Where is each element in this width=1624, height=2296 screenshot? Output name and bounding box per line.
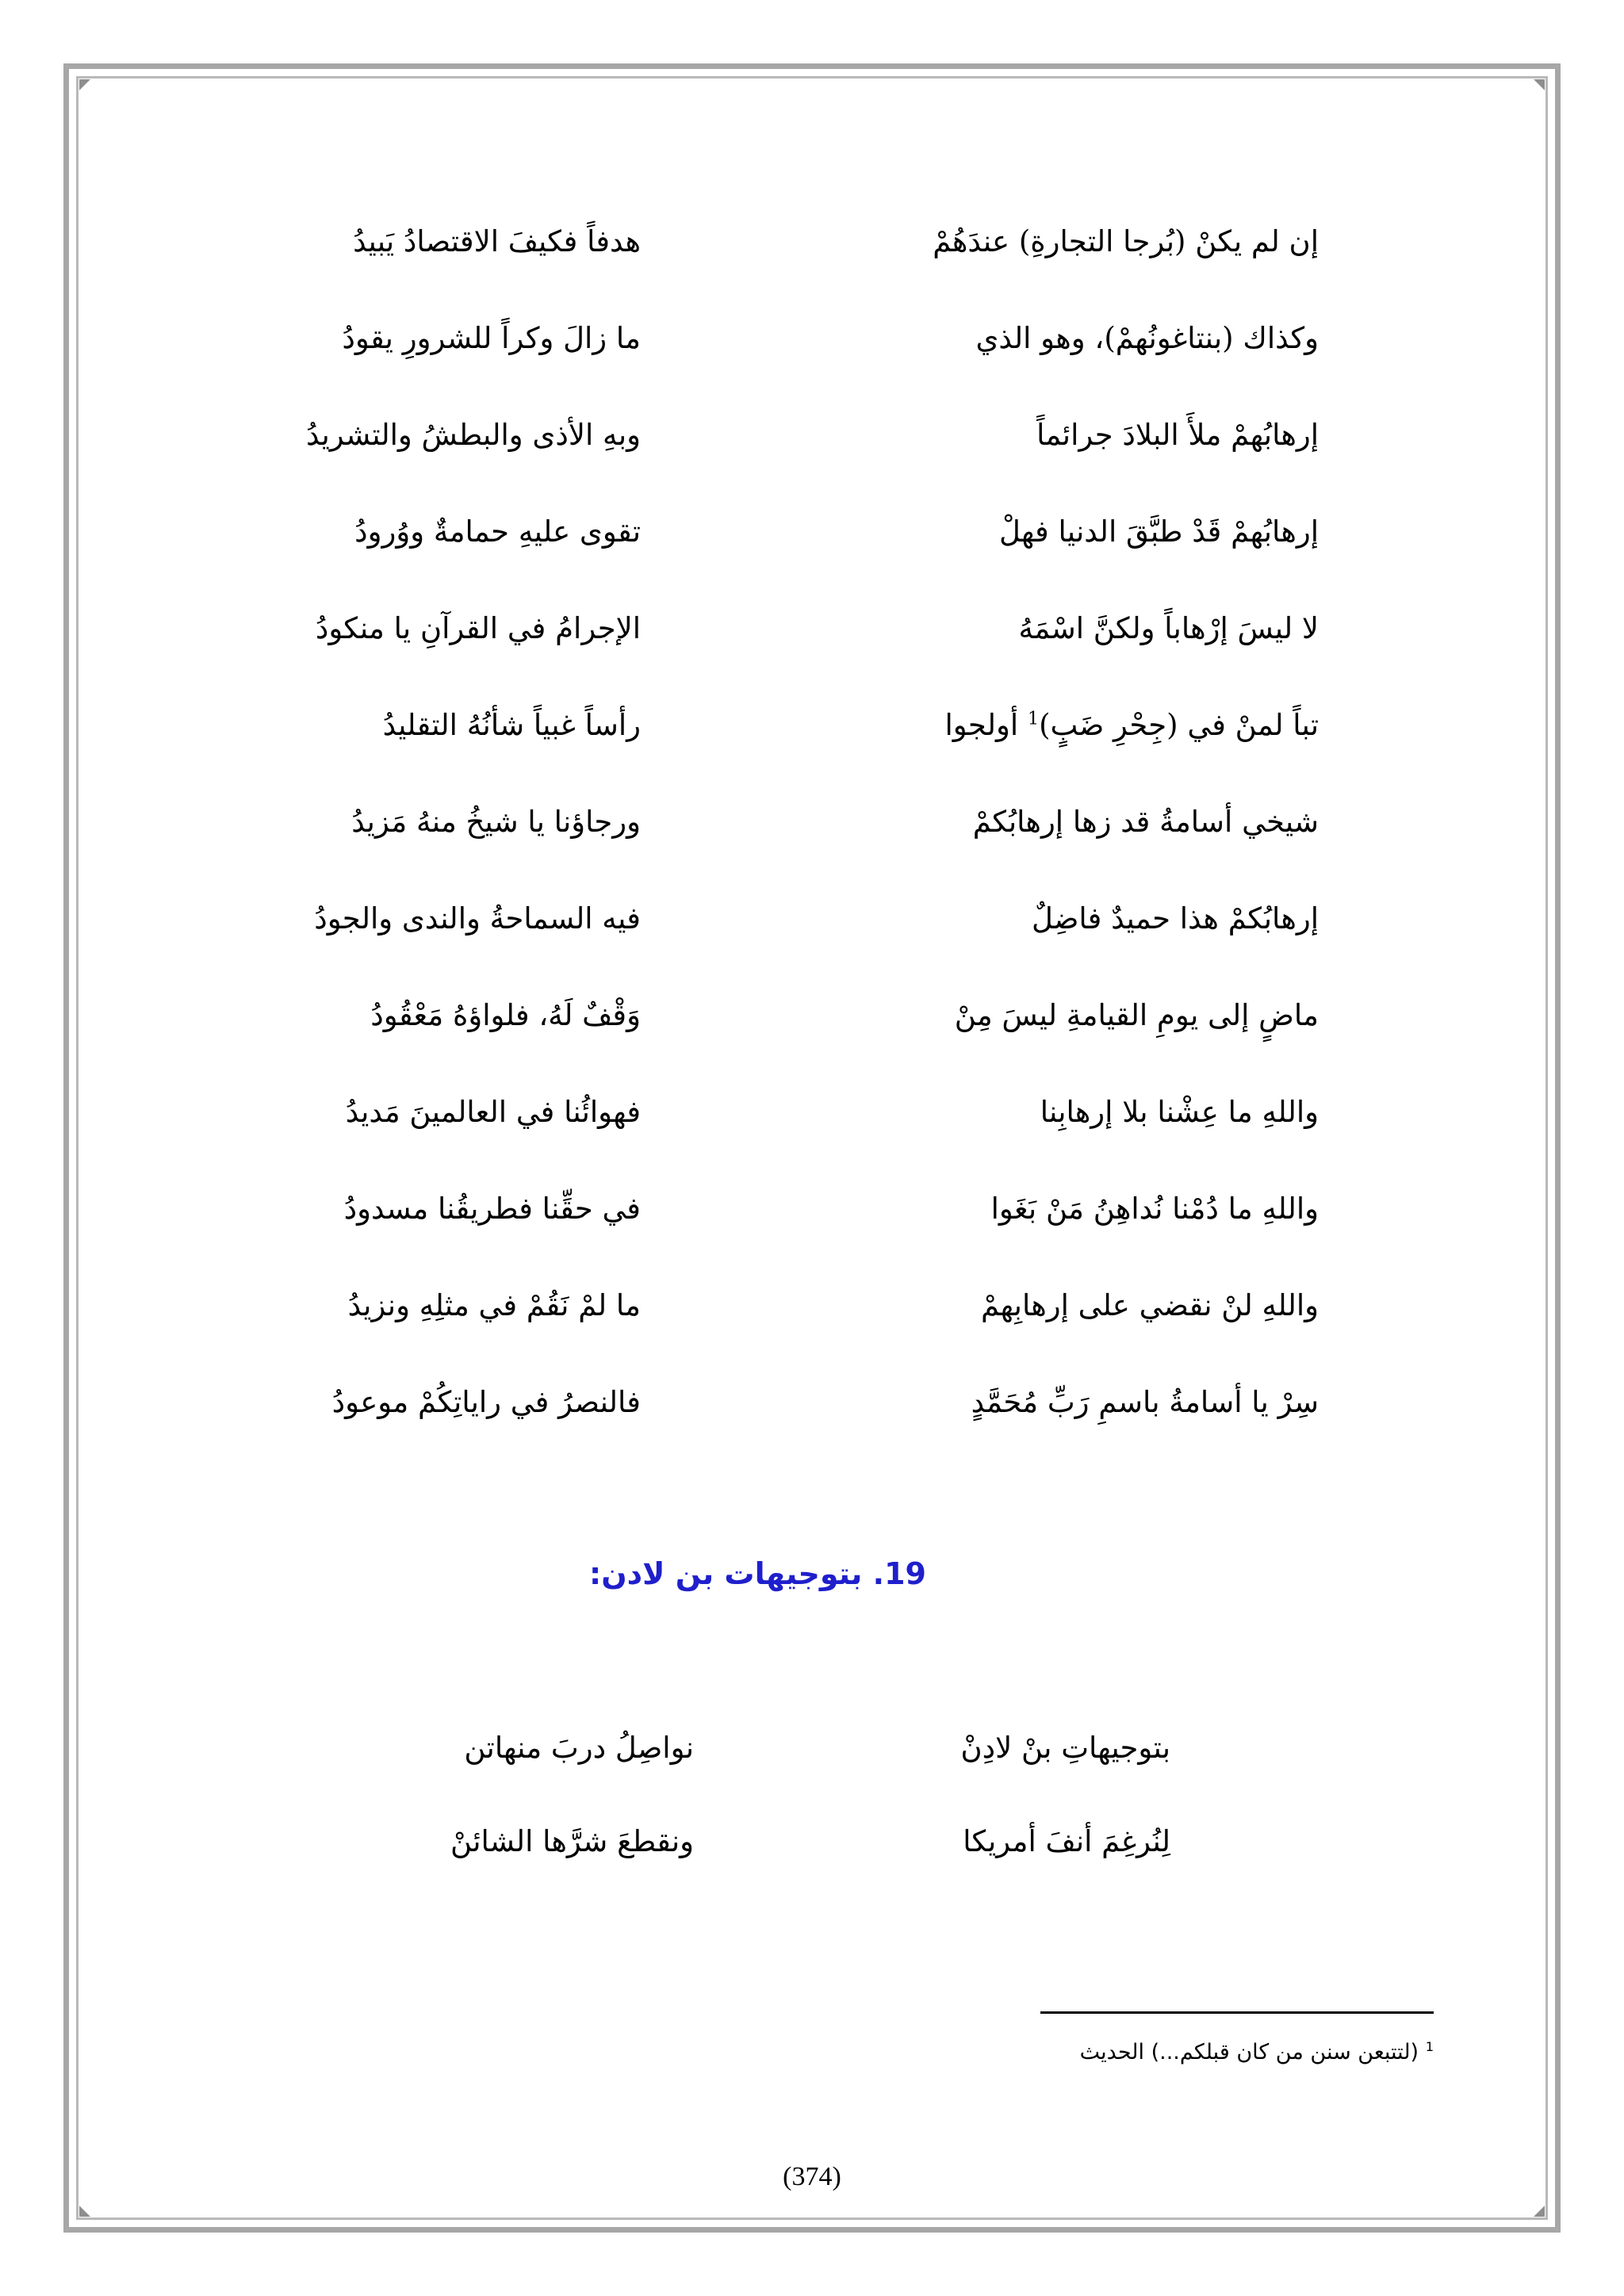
verse-first-hemistich: إرهابُكمْ هذا حميدٌ فاضِلٌ [1031,901,1319,936]
verse-first-hemistich: سِرْ يا أسامةُ باسمِ رَبِّ مُحَمَّدٍ [971,1385,1319,1419]
verse-second-hemistich: ورجاؤنا يا شيخُ منهُ مَزيدُ [351,805,641,839]
section-heading: 19. بتوجيهات بن لادن: [589,1556,926,1591]
verse-first-hemistich: إن لم يكنْ (بُرجا التجارةِ) عندَهُمْ [933,224,1319,258]
verse-row [0,698,1624,753]
footnote [1080,2033,1434,2072]
verse-row [0,1814,1624,1869]
verse-row [0,408,1624,463]
verse-row [0,504,1624,560]
verse-row [0,891,1624,947]
verse-first-hemistich: شيخي أسامةُ قد زها إرهابُكمْ [972,805,1319,839]
verse-row [0,1085,1624,1140]
verse-first-hemistich: ماضٍ إلى يومِ القيامةِ ليسَ مِنْ [954,998,1319,1032]
verse-row [0,1720,1624,1776]
footnote-text: (لتتبعن سنن من كان قبلكم...) الحديث [1079,2040,1419,2064]
verse-first-hemistich: واللهِ ما عِشْنا بلا إرهابِنا [1040,1095,1319,1129]
verse-first-hemistich: إرهابُهمْ ملأَ البلادَ جرائماً [1036,418,1319,452]
corner-ornament-bottom-left [79,2206,90,2217]
verse-second-hemistich: الإجرامُ في القرآنِ يا منكودُ [315,611,641,645]
verse-second-hemistich: هدفاً فكيفَ الاقتصادُ يَبيدُ [353,224,641,258]
verse-first-hemistich: لِنُرغِمَ أنفَ أمريكا [963,1824,1170,1858]
verse-second-hemistich: فهوائُنا في العالمينَ مَديدُ [345,1095,641,1129]
page-number: (374) [783,2162,841,2191]
verse-first-hemistich [944,698,1319,753]
verse-second-hemistich: في حقِّنا فطريقُنا مسدودُ [343,1192,641,1226]
verse-first-hemistich: وكذاك (بنتاغونُهمْ)، وهو الذي [975,321,1319,355]
verse-text-continued: أولجوا [944,708,1028,742]
verse-second-hemistich: نواصِلُ دربَ منهاتن [464,1731,694,1765]
verse-first-hemistich: واللهِ ما دُمْنا نُداهِنُ مَنْ بَغَوا [990,1192,1319,1226]
verse-second-hemistich: فالنصرُ في راياتِكُمْ موعودُ [331,1385,641,1419]
corner-ornament-bottom-right [1534,2206,1545,2217]
verse-text: تباً لمنْ في (جِحْرِ ضَبٍ) [1039,708,1319,742]
footnote-marker: 1 [1425,2039,1434,2054]
footnote-reference[interactable]: 1 [1027,708,1040,729]
verse-second-hemistich: فيه السماحةُ والندى والجودُ [314,901,641,936]
verse-row [0,794,1624,850]
verse-second-hemistich: وَقْفٌ لَهُ، فلواؤهُ مَعْقُودُ [370,998,641,1032]
verse-second-hemistich: وبهِ الأذى والبطشُ والتشريدُ [306,418,641,452]
verse-first-hemistich: لا ليسَ إرْهاباً ولكنَّ اسْمَهُ [1018,611,1319,645]
verse-second-hemistich: ونقطعَ شرَّها الشائنْ [450,1824,694,1858]
verse-row [0,988,1624,1043]
verse-row [0,214,1624,270]
verse-first-hemistich: بتوجيهاتِ بنْ لادِنْ [960,1731,1170,1765]
verse-row [0,311,1624,366]
verse-first-hemistich: واللهِ لنْ نقضي على إرهابِهمْ [980,1288,1319,1322]
verse-row [0,1375,1624,1430]
verse-second-hemistich: ما زالَ وكراً للشرورِ يقودُ [342,321,641,355]
footnote-separator [1040,2011,1434,2014]
verse-second-hemistich: رأساً غبياً شأنُهُ التقليدُ [382,708,641,742]
verse-row [0,1278,1624,1334]
verse-row [0,601,1624,656]
verse-row [0,1181,1624,1237]
verse-second-hemistich: تقوى عليهِ حمامةٌ ووُرودُ [354,515,641,549]
verse-first-hemistich: إرهابُهمْ قَدْ طبَّقَ الدنيا فهلْ [998,515,1319,549]
verse-second-hemistich: ما لمْ نَقُمْ في مثلِهِ ونزيدُ [347,1288,641,1322]
